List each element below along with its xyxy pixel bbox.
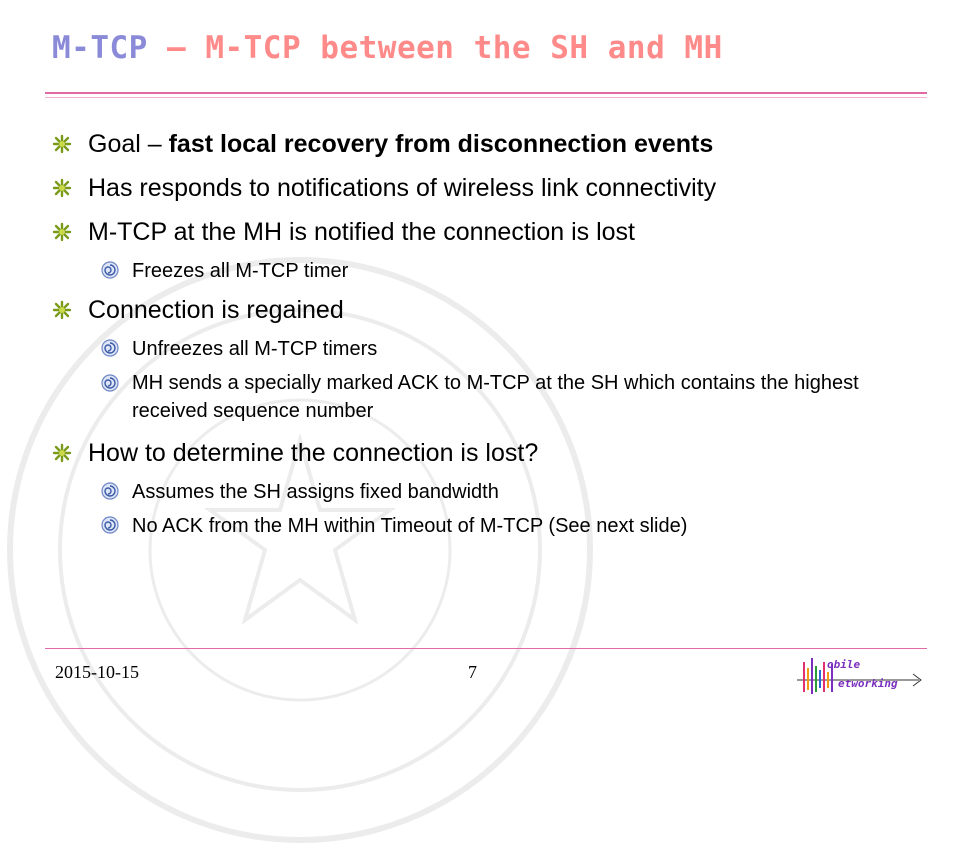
bullet-item: Goal – fast local recovery from disconnection events: [50, 122, 930, 166]
bullet-item: M-TCP at the MH is notified the connection is lost: [50, 210, 930, 254]
swirl-bullet-icon: [101, 516, 119, 534]
star-bullet-icon: [52, 443, 72, 463]
bullet-list: [50, 122, 930, 543]
star-bullet-icon: [52, 178, 72, 198]
swirl-bullet-icon: [101, 261, 119, 279]
sub-bullet-item: Unfreezes all M-TCP timers: [50, 332, 930, 366]
swirl-bullet-icon: [101, 374, 119, 392]
title-divider-thin: [45, 97, 927, 98]
slide-title: [52, 30, 723, 66]
footer-divider: [45, 648, 927, 649]
swirl-bullet-icon: [101, 339, 119, 357]
bullet-item: How to determine the connection is lost?: [50, 431, 930, 475]
star-bullet-icon: [52, 222, 72, 242]
sub-bullet-item: MH sends a specially marked ACK to M-TCP at the SH which contains the highest received sequence number: [50, 366, 892, 431]
page-number: 7: [468, 662, 477, 682]
star-bullet-icon: [52, 300, 72, 320]
sub-bullet-item: Assumes the SH assigns fixed bandwidth: [50, 475, 930, 509]
title-acronym: M-TCP: [52, 30, 148, 66]
star-bullet-icon: [52, 134, 72, 154]
mobile-networking-logo: [797, 652, 925, 700]
bullet-item: Connection is regained: [50, 288, 930, 332]
bullet-item: Has responds to notifications of wireless link connectivity: [50, 166, 930, 210]
title-divider: [45, 92, 927, 94]
sub-bullet-item: No ACK from the MH within Timeout of M-TCP (See next slide): [50, 509, 930, 543]
logo-text-obile: obile: [827, 658, 861, 671]
sub-bullet-item: Freezes all M-TCP timer: [50, 254, 930, 288]
logo-bars-icon: [797, 652, 925, 700]
title-text: – M-TCP between the SH and MH: [147, 30, 723, 66]
footer-date: 2015-10-15: [55, 662, 139, 682]
logo-text-etworking: etworking: [838, 677, 898, 690]
swirl-bullet-icon: [101, 482, 119, 500]
